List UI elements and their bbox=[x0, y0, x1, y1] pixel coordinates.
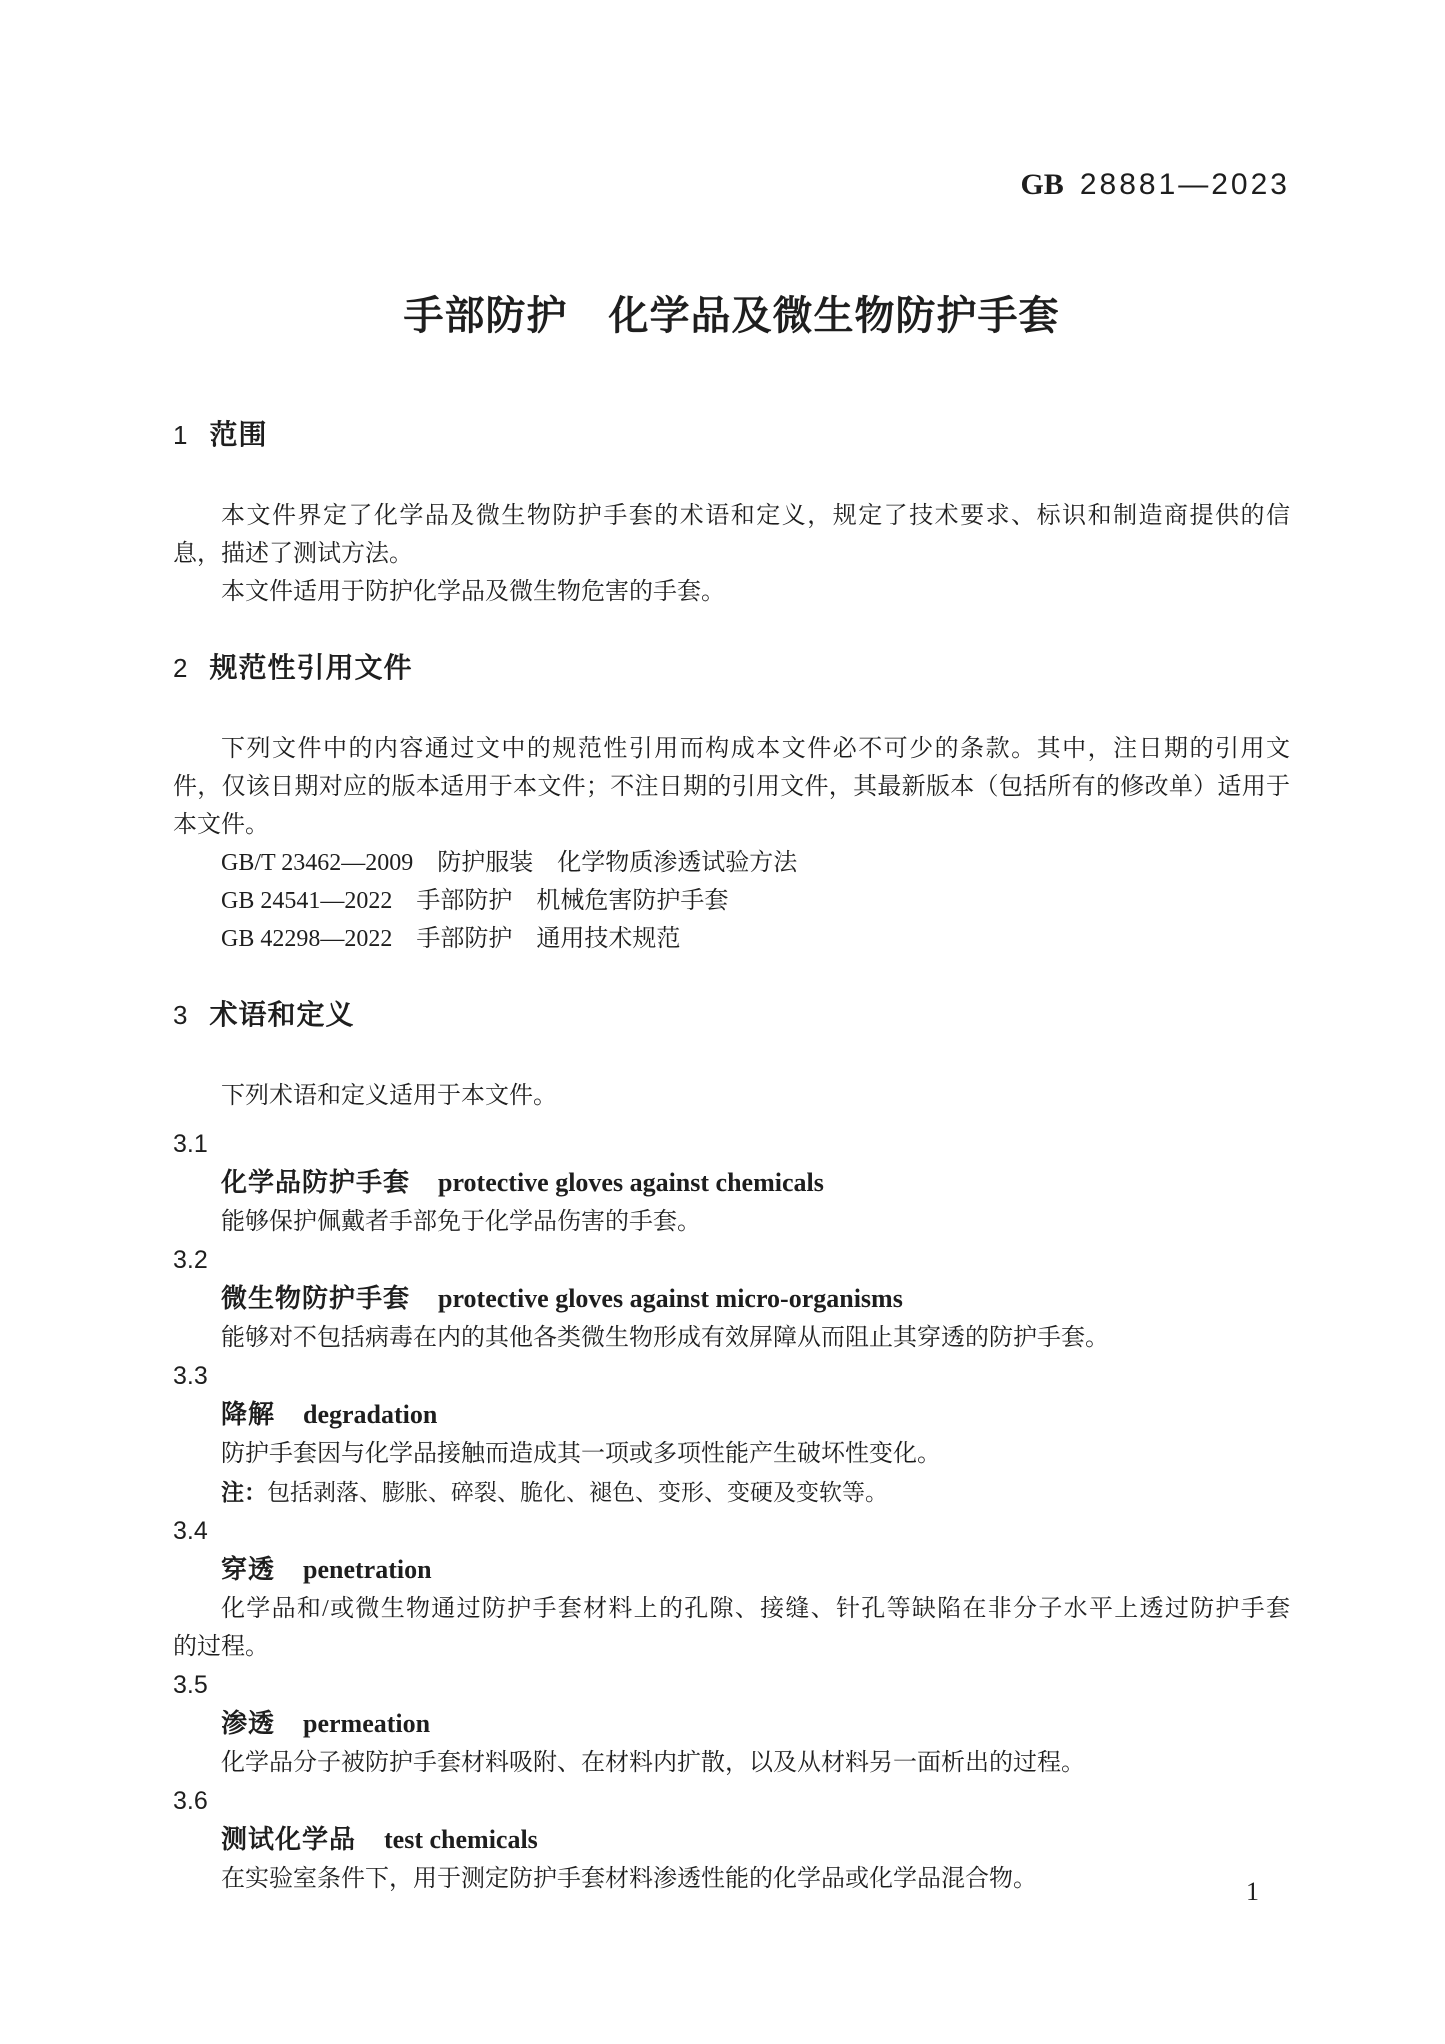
section-2-number: 2 bbox=[173, 653, 188, 683]
term-definition: 在实验室条件下，用于测定防护手套材料渗透性能的化学品或化学品混合物。 bbox=[221, 1866, 1037, 1892]
term-english: protective gloves against chemicals bbox=[438, 1168, 824, 1197]
term-3-2 bbox=[173, 1241, 1290, 1357]
terms-intro: 下列术语和定义适用于本文件。 bbox=[221, 1083, 557, 1109]
page-number: 1 bbox=[1246, 1877, 1259, 1906]
standard-number bbox=[1020, 166, 1290, 209]
section-2-paragraph-1 bbox=[173, 730, 1290, 844]
term-english: degradation bbox=[303, 1400, 438, 1429]
clause-number: 3.4 bbox=[173, 1517, 208, 1545]
term-definition: 防护手套因与化学品接触而造成其一项或多项性能产生破坏性变化。 bbox=[221, 1441, 941, 1467]
section-3-title: 术语和定义 bbox=[209, 999, 355, 1030]
term-title bbox=[173, 1704, 1290, 1744]
term-chinese: 化学品防护手套 bbox=[221, 1167, 411, 1197]
term-english: protective gloves against micro-organisms bbox=[438, 1284, 903, 1313]
term-chinese: 穿透 bbox=[221, 1554, 276, 1584]
term-english: test chemicals bbox=[384, 1825, 538, 1854]
reference-item: GB 24541—2022 手部防护 机械危害防护手套 bbox=[221, 888, 729, 914]
section-1-paragraph-1 bbox=[173, 497, 1290, 573]
clause-number: 3.3 bbox=[173, 1362, 208, 1390]
term-english: penetration bbox=[303, 1555, 432, 1584]
paragraph-line: 本文件。 bbox=[173, 812, 269, 838]
document-title: 手部防护 化学品及微生物防护手套 bbox=[403, 294, 1060, 338]
term-3-1 bbox=[173, 1125, 1290, 1241]
term-english: permeation bbox=[303, 1709, 431, 1738]
term-definition: 能够保护佩戴者手部免于化学品伤害的手套。 bbox=[221, 1209, 701, 1235]
term-title bbox=[173, 1395, 1290, 1435]
term-title bbox=[173, 1550, 1290, 1590]
section-1-title: 范围 bbox=[209, 419, 268, 450]
term-chinese: 降解 bbox=[221, 1399, 276, 1429]
normative-references-list bbox=[173, 844, 1290, 958]
term-3-6 bbox=[173, 1782, 1290, 1898]
term-chinese: 测试化学品 bbox=[221, 1824, 357, 1854]
term-chinese: 渗透 bbox=[221, 1708, 276, 1738]
term-definition: 化学品分子被防护手套材料吸附、在材料内扩散，以及从材料另一面析出的过程。 bbox=[221, 1750, 1085, 1776]
term-definition: 的过程。 bbox=[173, 1634, 269, 1660]
term-definition: 能够对不包括病毒在内的其他各类微生物形成有效屏障从而阻止其穿透的防护手套。 bbox=[221, 1325, 1109, 1351]
section-3-number: 3 bbox=[173, 1000, 188, 1030]
clause-number: 3.5 bbox=[173, 1671, 208, 1699]
section-1-paragraph-2 bbox=[173, 573, 1290, 611]
term-note bbox=[173, 1473, 1290, 1512]
term-3-5 bbox=[173, 1666, 1290, 1782]
section-1-number: 1 bbox=[173, 420, 188, 450]
term-title bbox=[173, 1820, 1290, 1860]
note-label: 注： bbox=[221, 1479, 267, 1505]
paragraph-line: 息，描述了测试方法。 bbox=[173, 541, 413, 567]
section-1-heading bbox=[173, 416, 1290, 459]
clause-number: 3.1 bbox=[173, 1130, 208, 1158]
section-2-heading bbox=[173, 649, 1290, 692]
term-title bbox=[173, 1163, 1290, 1203]
term-title bbox=[173, 1279, 1290, 1319]
document-body bbox=[173, 416, 1290, 1898]
reference-item: GB 42298—2022 手部防护 通用技术规范 bbox=[221, 926, 681, 952]
standard-number-digits: 28881—2023 bbox=[1079, 168, 1290, 201]
term-3-3 bbox=[173, 1357, 1290, 1512]
term-definition: 化学品和/或微生物通过防护手套材料上的孔隙、接缝、针孔等缺陷在非分子水平上透过防护手套 bbox=[221, 1596, 1290, 1622]
clause-number: 3.6 bbox=[173, 1787, 208, 1815]
paragraph-line: 下列文件中的内容通过文中的规范性引用而构成本文件必不可少的条款。其中，注日期的引用文 bbox=[221, 736, 1290, 762]
note-text: 包括剥落、膨胀、碎裂、脆化、褪色、变形、变硬及变软等。 bbox=[267, 1480, 888, 1505]
terms-list bbox=[173, 1125, 1290, 1898]
paragraph-line: 本文件适用于防护化学品及微生物危害的手套。 bbox=[221, 579, 725, 605]
paragraph-line: 件，仅该日期对应的版本适用于本文件；不注日期的引用文件，其最新版本（包括所有的修改单）适用于 bbox=[173, 774, 1290, 800]
term-3-4 bbox=[173, 1512, 1290, 1666]
reference-item: GB/T 23462—2009 防护服装 化学物质渗透试验方法 bbox=[221, 850, 798, 876]
section-2-title: 规范性引用文件 bbox=[209, 652, 413, 683]
paragraph-line: 本文件界定了化学品及微生物防护手套的术语和定义，规定了技术要求、标识和制造商提供的信 bbox=[221, 503, 1290, 529]
clause-number: 3.2 bbox=[173, 1246, 208, 1274]
term-chinese: 微生物防护手套 bbox=[221, 1283, 411, 1313]
standard-number-prefix: GB bbox=[1020, 168, 1064, 201]
section-3-heading bbox=[173, 996, 1290, 1039]
